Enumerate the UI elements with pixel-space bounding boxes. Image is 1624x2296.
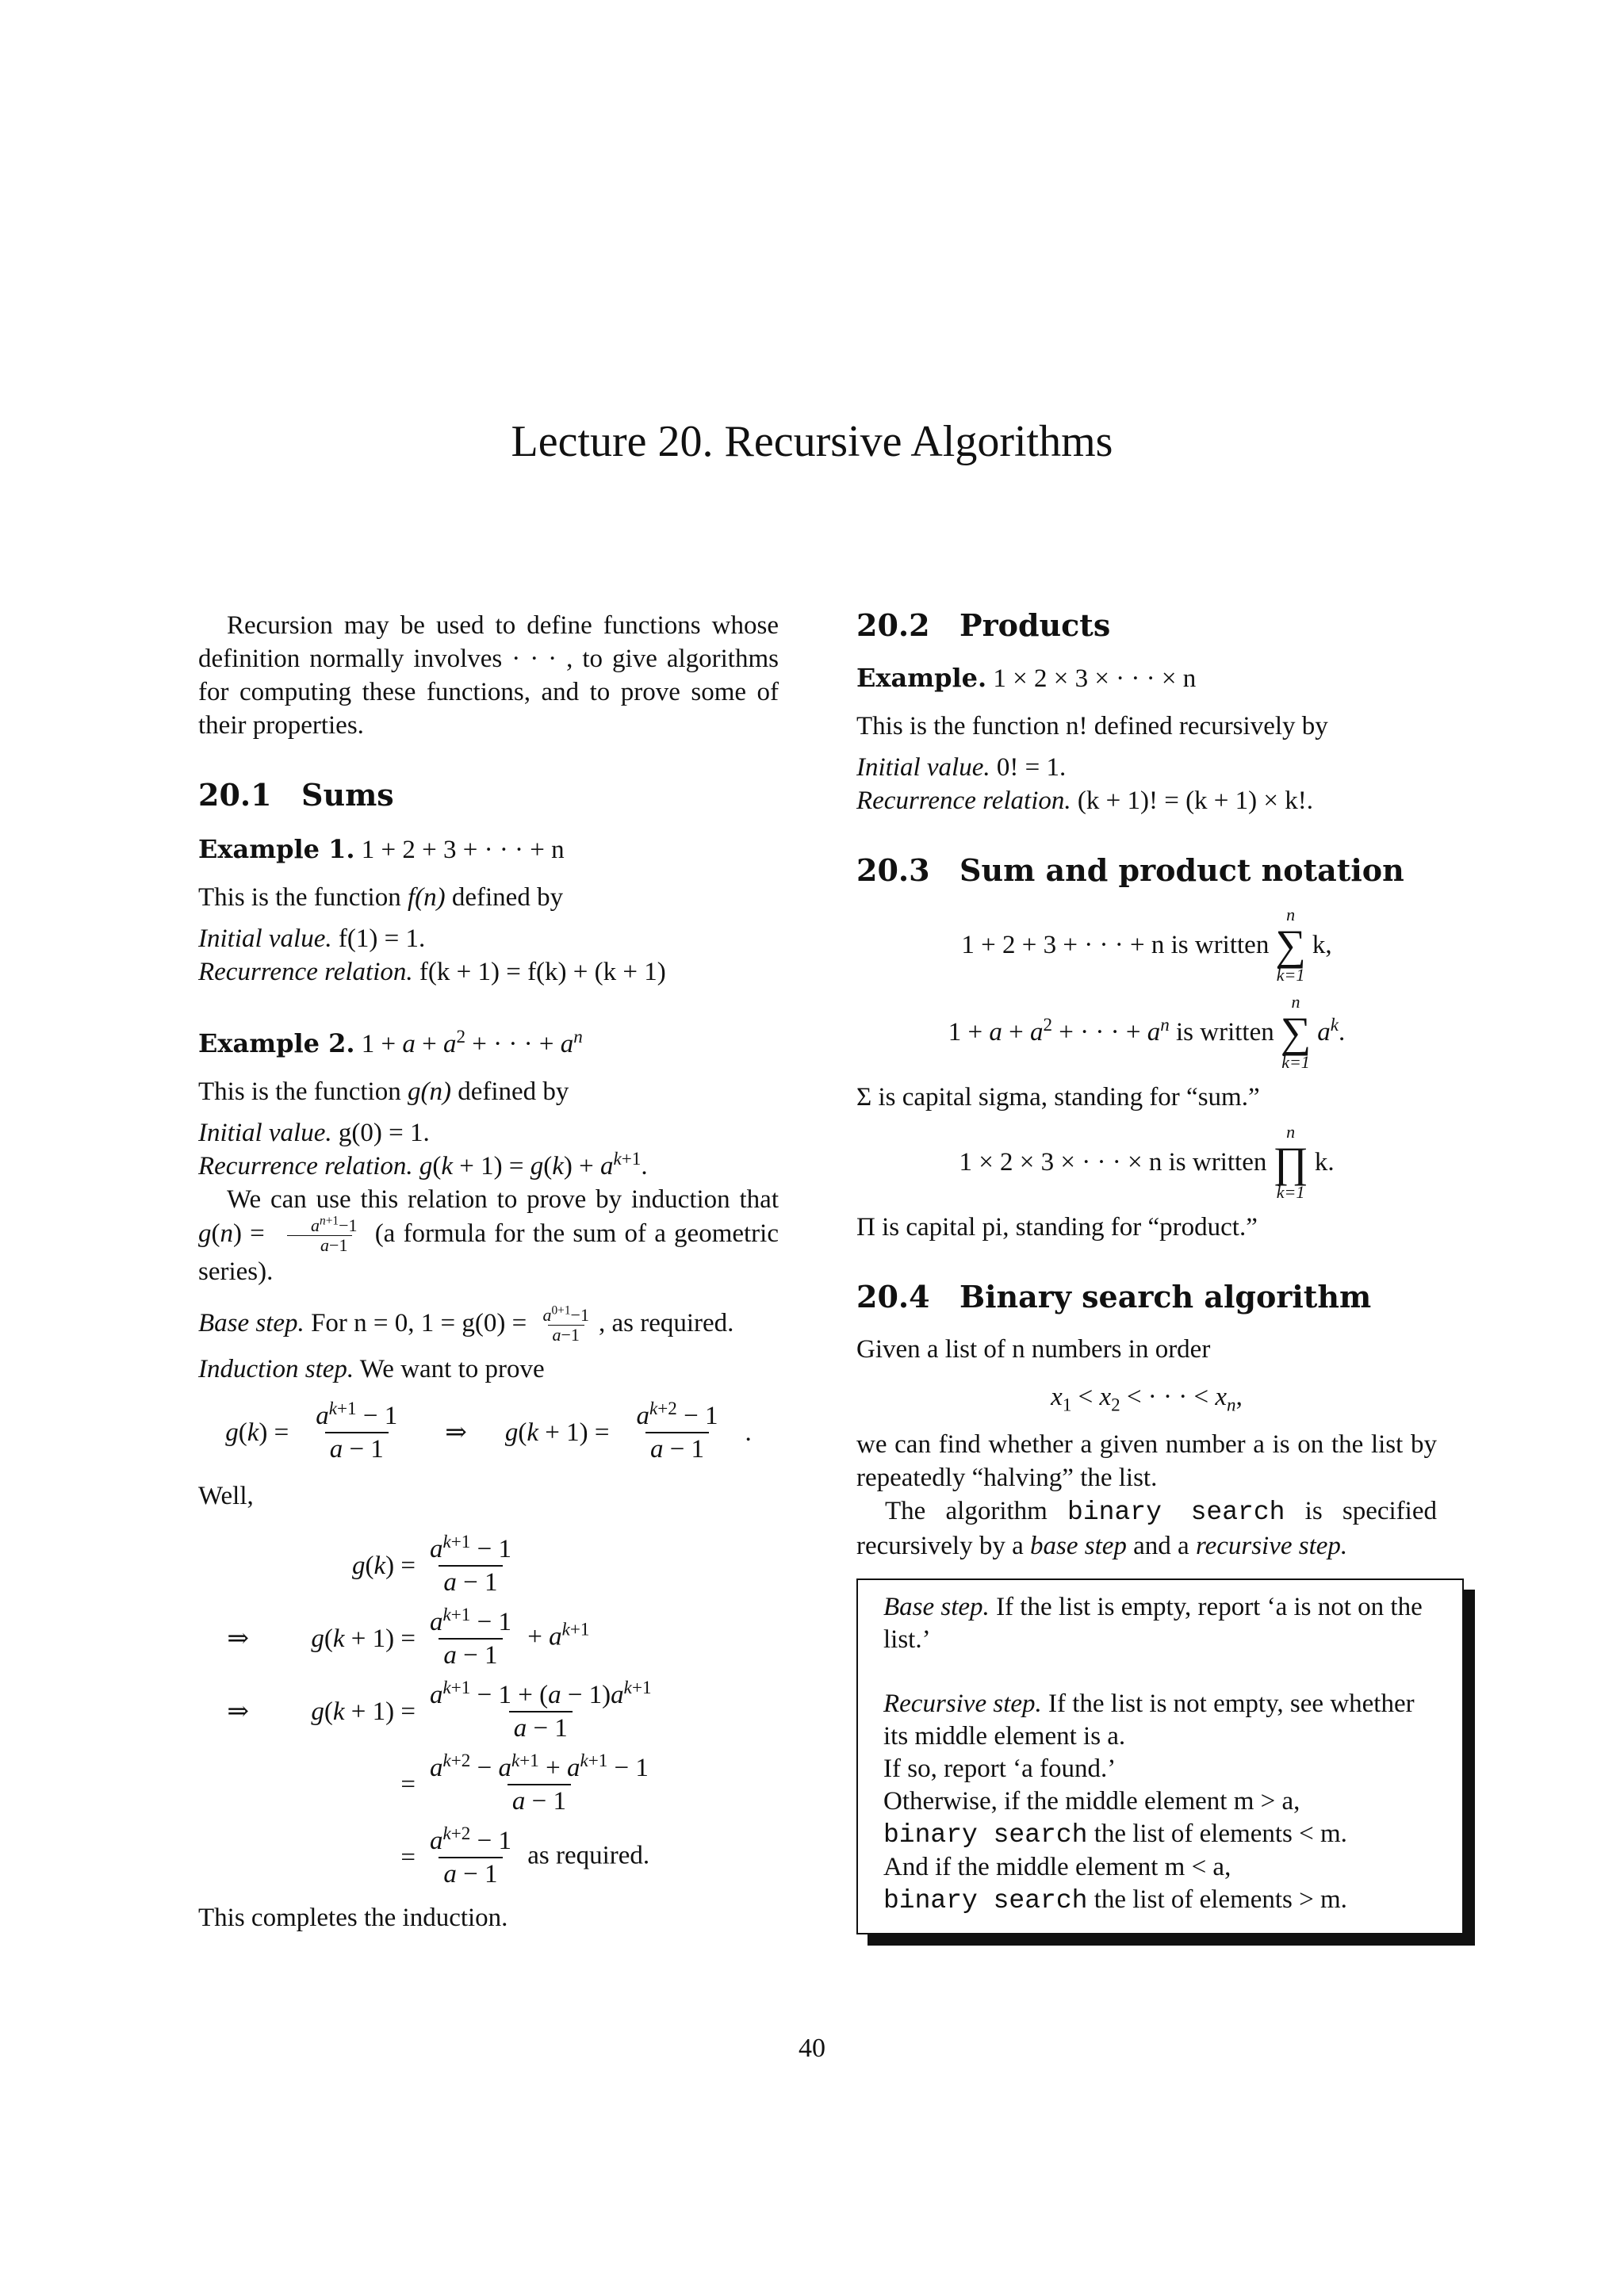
- induction-derivation: g(k) = $\frac{a^{k+1} - 1}{a - 1}$ ⇒ g(k + 1) = $\frac{a^{k+1} - 1}{a - 1}$ + $a^{k+1}$ ⇒ g(k + 1) = $\frac{a^{k+1} - 1 + (a - 1)a^{k+1}}{a - 1}$ = $\frac{a^{k+2} - a^{k+1} + a^{k+1} - 1}{a - 1}$ = $\frac{a^{k+2} - 1}{a - 1}$ as required.: [227, 1531, 652, 1888]
- as-required-text: as required.: [527, 1841, 650, 1870]
- initial-value-label: Initial value.: [198, 924, 332, 953]
- ordered-list-display: $x_1 < x_2$ < · · · < $x_n$,: [1051, 1383, 1243, 1415]
- example-2-heading: [198, 1027, 779, 1061]
- pi-symbol: ∏: [1273, 1138, 1308, 1186]
- recurrence-expression: f(k + 1) = f(k) + (k + 1): [419, 958, 666, 986]
- left-column: [198, 609, 779, 1934]
- is-written-text: is written: [1168, 1148, 1267, 1177]
- upper-limit: n: [1286, 905, 1296, 924]
- induction-step-paragraph: [198, 1353, 779, 1386]
- paragraph-text: and a: [1126, 1532, 1196, 1560]
- recurrence-label: Recurrence relation.: [856, 786, 1071, 815]
- recurrence-expression: $g(k + 1) = g(k) + a^{k+1}$.: [419, 1148, 648, 1181]
- section-number: 20.3: [856, 852, 930, 888]
- induction-step-label: Induction step.: [198, 1355, 354, 1383]
- paragraph-text: (a formula for the sum of a geometric series).: [198, 1219, 779, 1286]
- algorithm-box: [856, 1578, 1464, 1934]
- base-step-label: Base step.: [198, 1309, 304, 1338]
- products-initial-value: [856, 751, 1437, 784]
- base-step-phrase: base step: [1030, 1532, 1127, 1560]
- sigma-symbol: ∑: [1280, 1008, 1312, 1056]
- lower-limit: k=1: [1276, 965, 1305, 985]
- example-2-description: [198, 1075, 779, 1108]
- section-heading-sums: [198, 779, 779, 812]
- algorithm-search-upper-line: [883, 1884, 1438, 1917]
- algorithm-base-step: [883, 1591, 1438, 1656]
- initial-value-expression: g(0) = 1.: [338, 1119, 430, 1147]
- section-number: 20.2: [856, 607, 930, 643]
- sum-notation-row-1: [856, 906, 1437, 984]
- section-heading-binary-search: [856, 1280, 1437, 1314]
- recurrence-expression: (k + 1)! = (k + 1) × k!.: [1077, 786, 1314, 815]
- description-text: This is the function: [198, 883, 408, 912]
- recursive-step-phrase: recursive step.: [1195, 1532, 1348, 1560]
- base-step-text: , as required.: [598, 1309, 734, 1338]
- algorithm-name: binary search: [883, 1886, 1088, 1915]
- example-expression: $1 + a + a^2$ + · · · + $a^n$: [361, 1026, 583, 1058]
- example-2-initial-value: [198, 1116, 779, 1150]
- initial-value-expression: f(1) = 1.: [338, 924, 426, 953]
- base-step-text: For n = 0, 1 = g(0) =: [311, 1309, 534, 1338]
- products-recurrence: [856, 784, 1437, 817]
- upper-limit: n: [1291, 992, 1300, 1012]
- section-heading-notation: [856, 854, 1437, 887]
- base-step-paragraph: [198, 1303, 779, 1345]
- example-expression: 1 × 2 × 3 × · · · × n: [993, 664, 1197, 693]
- is-written-text: is written: [1170, 931, 1270, 959]
- base-step-fraction: $\frac{a^{0+1}-1}{a-1}$: [542, 1303, 589, 1345]
- base-step-text: If the list is empty, report ‘a is not on the list.’: [883, 1593, 1423, 1654]
- paragraph-text: is specified recursively by a: [856, 1497, 1437, 1560]
- example-1-heading: [198, 832, 779, 867]
- pi-operator: [1273, 1123, 1308, 1201]
- example-label: Example 2.: [198, 1028, 355, 1058]
- sigma-note: Σ is capital sigma, standing for “sum.”: [856, 1083, 1260, 1112]
- geometric-sum-fraction: $\frac{a^{n+1}-1}{a-1}$: [278, 1216, 362, 1255]
- induction-claim-paragraph: We can use this relation to prove by induction that g(n) = $\frac{a^{n+1}-1}{a-1}$ (a formula for the sum of a geometric series).: [198, 1185, 779, 1286]
- example-label: Example.: [856, 663, 987, 693]
- page-title: Lecture 20. Recursive Algorithms: [511, 417, 1113, 466]
- sigma-operator: [1281, 993, 1312, 1071]
- function-name: g(n): [407, 1077, 451, 1106]
- function-name: f(n): [407, 883, 446, 912]
- section-number: 20.1: [198, 777, 272, 813]
- section-title: Binary search algorithm: [959, 1279, 1372, 1314]
- algorithm-name: binary search: [1067, 1498, 1285, 1527]
- products-example-heading: [856, 661, 1437, 695]
- sigma-symbol: ∑: [1275, 921, 1306, 969]
- binary-search-spec: [856, 1494, 1437, 1563]
- paragraph-text: The algorithm: [885, 1497, 1068, 1525]
- algorithm-otherwise-line: Otherwise, if the middle element m > a,: [883, 1787, 1300, 1816]
- page-number: 40: [799, 2034, 825, 2063]
- initial-value-label: Initial value.: [856, 753, 990, 782]
- example-1-description: [198, 881, 779, 914]
- notation-lhs: 1 + 2 + 3 + · · · + n: [961, 931, 1165, 959]
- notation-tail: .: [1339, 1018, 1346, 1047]
- example-1-recurrence: [198, 955, 779, 989]
- recursive-step-text: If the list is not empty, see whether its middle element is a.: [883, 1689, 1415, 1751]
- section-title: Products: [959, 607, 1111, 643]
- initial-value-label: Initial value.: [198, 1119, 332, 1147]
- algorithm-text: the list of elements > m.: [1087, 1885, 1347, 1914]
- upper-limit: n: [1286, 1122, 1296, 1142]
- algorithm-found-line: If so, report ‘a found.’: [883, 1755, 1116, 1783]
- notation-tail: k,: [1312, 931, 1332, 959]
- product-notation-row: [856, 1123, 1437, 1201]
- binary-search-intro: Given a list of n numbers in order: [856, 1335, 1211, 1364]
- intro-paragraph: Recursion may be used to define functions whose definition normally involves · · · , to give algorithms for computing these functions, and to prove some of their properties.: [198, 611, 779, 740]
- algorithm-search-lower-line: [883, 1818, 1438, 1851]
- sigma-operator: [1275, 906, 1306, 984]
- sum-notation-row-2: $1 + a + a^2$ + · · · + $a^n$ is written n ∑ k=1 $a^k$ .: [948, 992, 1346, 1072]
- products-description: This is the function n! defined recursively by: [856, 712, 1328, 740]
- algorithm-text: the list of elements < m.: [1087, 1820, 1347, 1848]
- algorithm-recursive-step: [883, 1688, 1438, 1753]
- recurrence-label: Recurrence relation.: [198, 1152, 413, 1181]
- binary-search-halving: we can find whether a given number a is on the list by repeatedly “halving” the list.: [856, 1430, 1437, 1492]
- is-written-text: is written: [1176, 1018, 1274, 1047]
- section-title: Sum and product notation: [959, 852, 1404, 888]
- example-label: Example 1.: [198, 834, 355, 864]
- section-number: 20.4: [856, 1279, 930, 1314]
- description-text: defined by: [450, 1077, 569, 1106]
- algorithm-name: binary search: [883, 1820, 1088, 1850]
- initial-value-expression: 0! = 1.: [996, 753, 1067, 782]
- well-text: Well,: [198, 1482, 254, 1510]
- notation-tail: k.: [1314, 1148, 1335, 1177]
- notation-lhs: 1 × 2 × 3 × · · · × n: [959, 1148, 1162, 1177]
- description-text: defined by: [445, 883, 564, 912]
- paragraph-text: We can use this relation to prove by induction that: [227, 1185, 779, 1214]
- right-column: [856, 609, 1437, 1934]
- recurrence-label: Recurrence relation.: [198, 958, 413, 986]
- lower-limit: k=1: [1281, 1052, 1310, 1072]
- algorithm-and-line: And if the middle element m < a,: [883, 1853, 1231, 1881]
- example-2-recurrence: [198, 1150, 779, 1183]
- pi-note: Π is capital pi, standing for “product.”: [856, 1213, 1258, 1242]
- section-heading-products: [856, 609, 1437, 642]
- recursive-step-label: Recursive step.: [883, 1689, 1042, 1718]
- base-step-label: Base step.: [883, 1593, 990, 1621]
- description-text: This is the function: [198, 1077, 408, 1106]
- example-1-initial-value: [198, 922, 779, 955]
- lower-limit: k=1: [1276, 1182, 1305, 1202]
- example-expression: 1 + 2 + 3 + · · · + n: [361, 836, 565, 864]
- induction-step-text: We want to prove: [359, 1355, 545, 1383]
- induction-implication-display: g(k) = $\frac{a^{k+1} - 1}{a - 1}$ ⇒ g(k + 1) = $\frac{a^{k+2} - 1}{a - 1}$ .: [225, 1398, 752, 1464]
- section-title: Sums: [301, 777, 394, 813]
- induction-conclusion: This completes the induction.: [198, 1904, 508, 1932]
